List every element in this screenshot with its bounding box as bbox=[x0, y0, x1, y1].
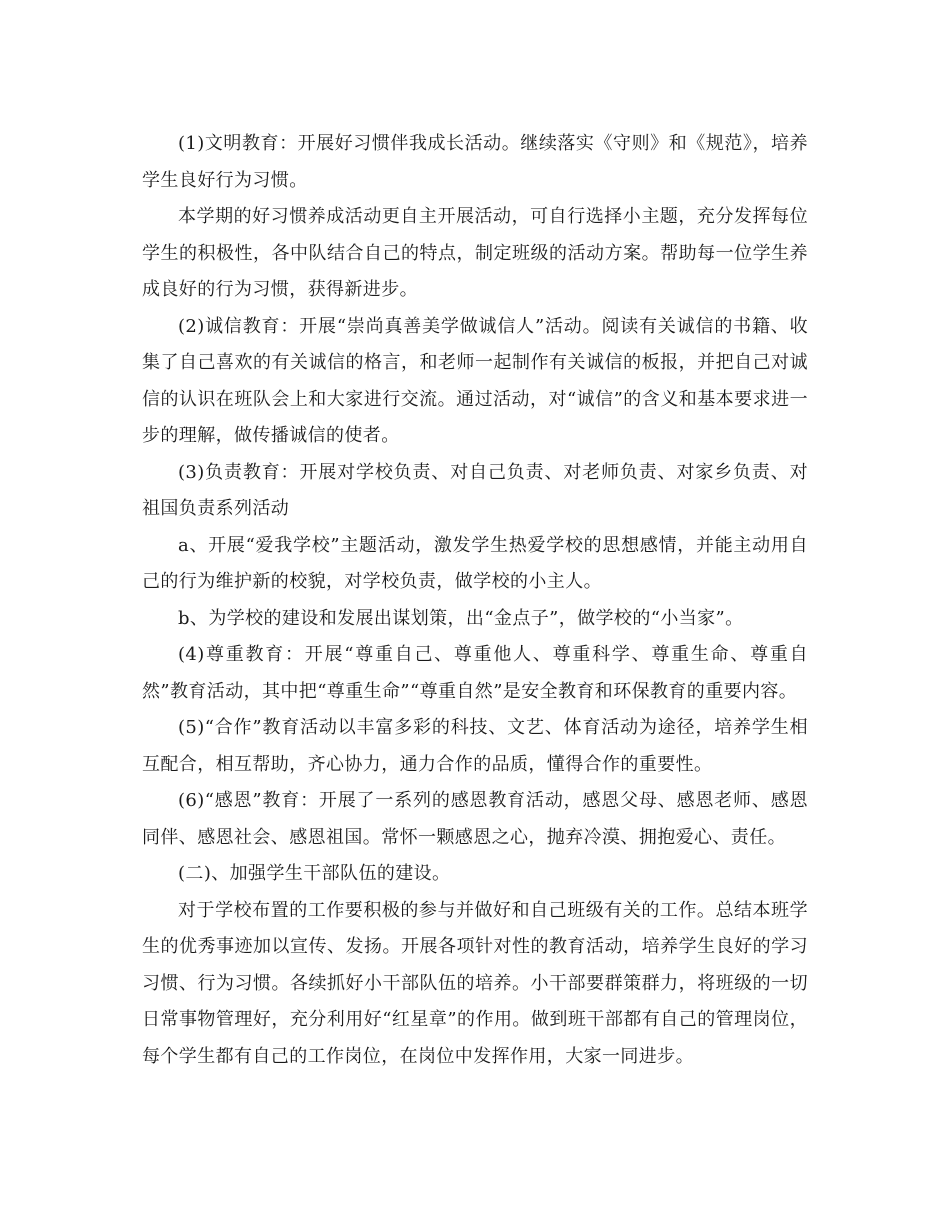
section-heading-student-cadres: (二)、加强学生干部队伍的建设。 bbox=[178, 863, 451, 884]
paragraph-student-cadres: 对于学校布置的工作要积极的参与并做好和自己班级有关的工作。总结本班学生的优秀事迹加以宣传、发扬。开展各项针对性的教育活动，培养学生良好的学习习惯、行为习惯。各续抓好小干部队伍的培养。小干部要群策群力，将班级的一切日常事物管理好，充分利用好“红星章”的作用。做到班干部都有自己的管理岗位，每个学生都有自己的工作岗位，在岗位中发挥作用，大家一同进步。 bbox=[142, 899, 808, 1067]
paragraph-civility-education: (1)文明教育：开展好习惯伴我成长活动。继续落实《守则》和《规范》，培养学生良好行为习惯。 bbox=[142, 133, 808, 191]
paragraph-good-habits: 本学期的好习惯养成活动更自主开展活动，可自行选择小主题，充分发挥每位学生的积极性，各中队结合自己的特点，制定班级的活动方案。帮助每一位学生养成良好的行为习惯，获得新进步。 bbox=[142, 206, 808, 300]
paragraph-integrity-education: (2)诚信教育：开展“崇尚真善美学做诚信人”活动。阅读有关诚信的书籍、收集了自己喜欢的有关诚信的格言，和老师一起制作有关诚信的板报，并把自己对诚信的认识在班队会上和大家进行交流。通过活动，对“诚信”的含义和基本要求进一步的理解，做传播诚信的使者。 bbox=[142, 315, 808, 446]
paragraph-responsibility-education: (3)负责教育：开展对学校负责、对自己负责、对老师负责、对家乡负责、对祖国负责系列活动 bbox=[142, 461, 808, 519]
paragraph-gratitude-education: (6)“感恩”教育：开展了一系列的感恩教育活动，感恩父母、感恩老师、感恩同伴、感恩社会、感恩祖国。常怀一颗感恩之心，抛弃冷漠、拥抱爱心、责任。 bbox=[142, 790, 808, 848]
document-body bbox=[142, 126, 808, 1075]
paragraph-respect-education: (4)尊重教育：开展“尊重自己、尊重他人、尊重科学、尊重生命、尊重自然”教育活动，其中把“尊重生命”“尊重自然”是安全教育和环保教育的重要内容。 bbox=[142, 644, 808, 702]
paragraph-cooperation-education: (5)“合作”教育活动以丰富多彩的科技、文艺、体育活动为途径，培养学生相互配合，相互帮助，齐心协力，通力合作的品质，懂得合作的重要性。 bbox=[142, 717, 808, 775]
paragraph-school-planning: b、为学校的建设和发展出谋划策，出“金点子”，做学校的“小当家”。 bbox=[178, 607, 744, 629]
paragraph-love-school-activity: a、开展“爱我学校”主题活动，激发学生热爱学校的思想感情，并能主动用自己的行为维护新的校貌，对学校负责，做学校的小主人。 bbox=[142, 534, 808, 592]
